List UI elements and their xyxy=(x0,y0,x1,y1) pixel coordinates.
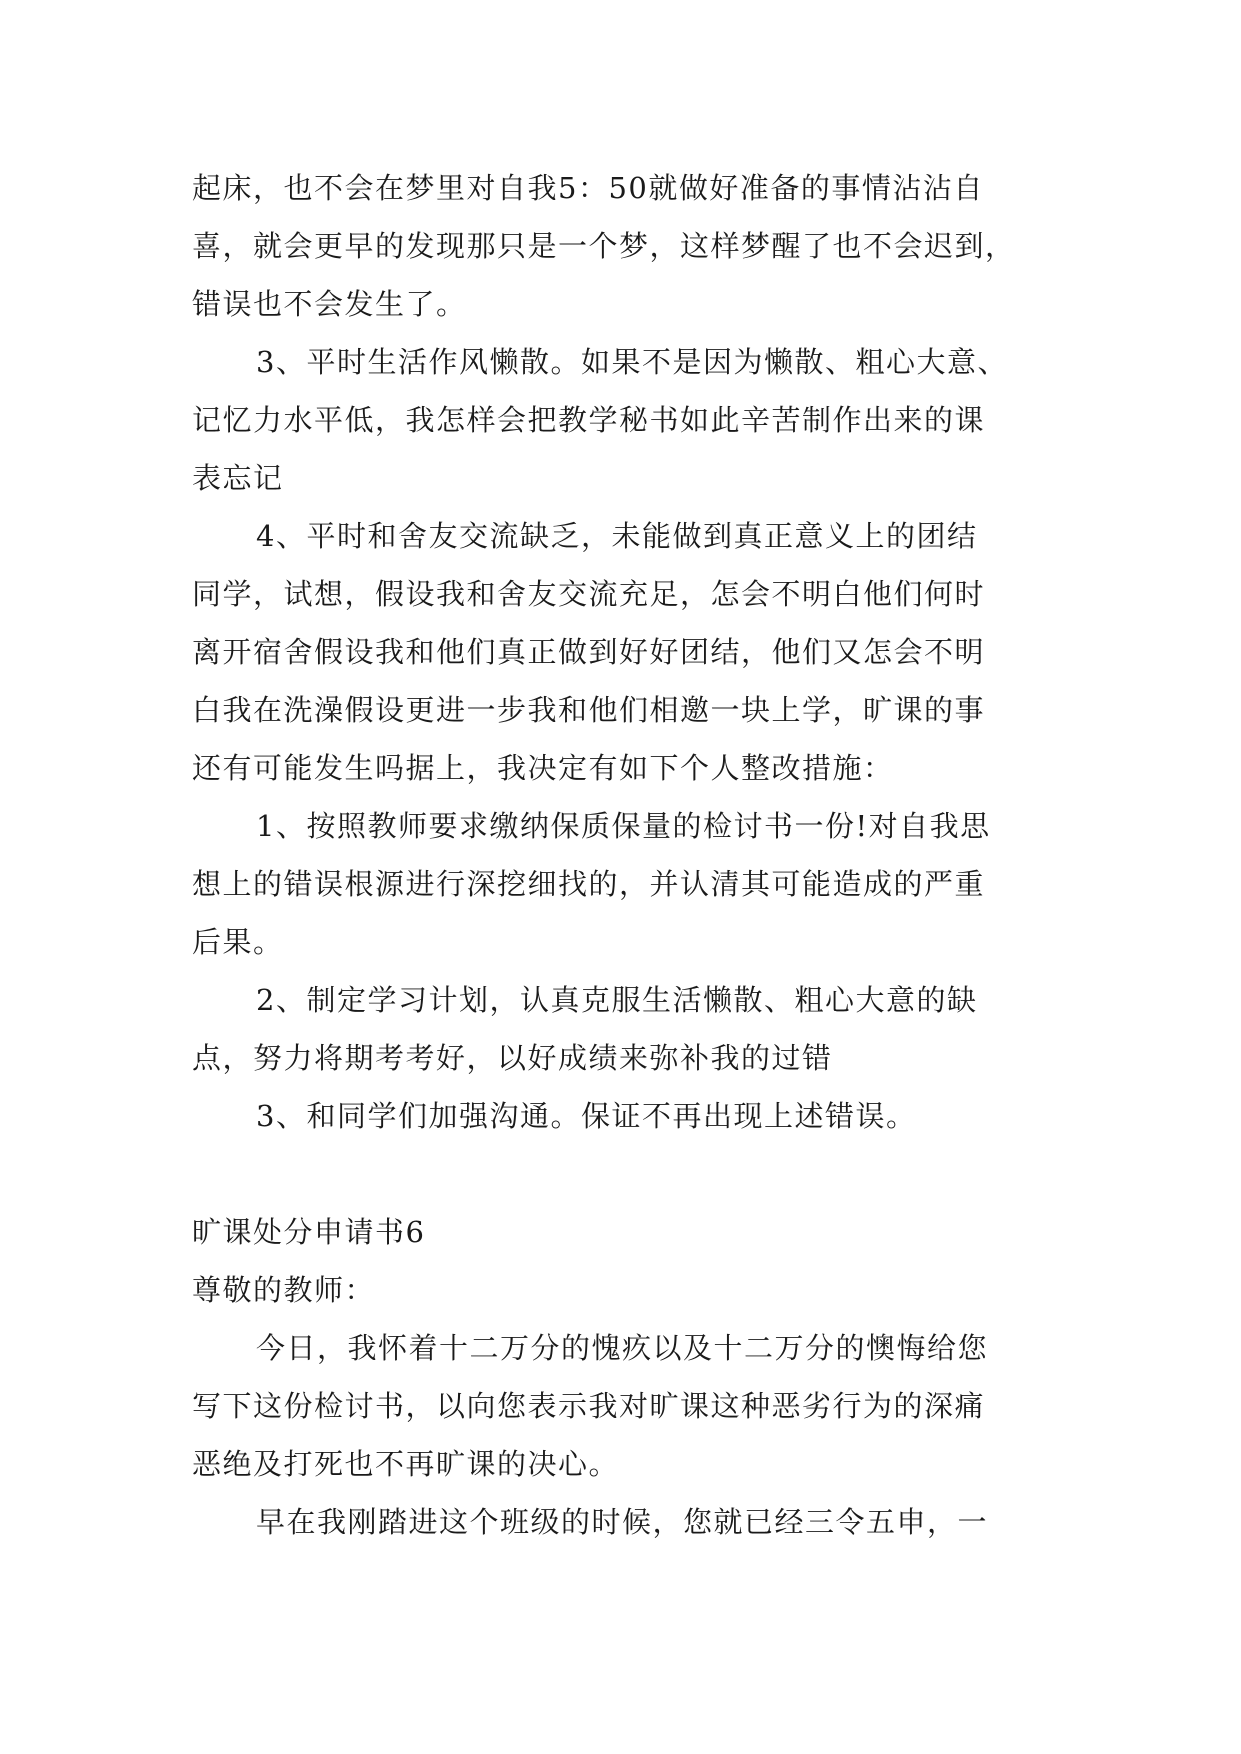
paragraph-line: 表忘记 xyxy=(192,461,284,495)
paragraph-line: 写下这份检讨书，以向您表示我对旷课这种恶劣行为的深痛 xyxy=(192,1389,986,1423)
paragraph-line: 恶绝及打死也不再旷课的决心。 xyxy=(192,1447,620,1481)
paragraph-line: 早在我刚踏进这个班级的时候，您就已经三令五申，一 xyxy=(256,1505,989,1539)
salutation: 尊敬的教师： xyxy=(192,1273,376,1307)
paragraph-line: 离开宿舍假设我和他们真正做到好好团结，他们又怎会不明 xyxy=(192,635,986,669)
paragraph-line: 同学，试想，假设我和舍友交流充足，怎会不明白他们何时 xyxy=(192,577,986,611)
paragraph-line: 3、平时生活作风懒散。如果不是因为懒散、粗心大意、 xyxy=(256,345,1008,379)
paragraph-line: 还有可能发生吗据上，我决定有如下个人整改措施： xyxy=(192,751,894,785)
paragraph-line: 今日，我怀着十二万分的愧疚以及十二万分的懊悔给您 xyxy=(256,1331,989,1365)
section-heading: 旷课处分申请书6 xyxy=(192,1215,426,1249)
paragraph-line: 后果。 xyxy=(192,925,284,959)
paragraph-line: 起床，也不会在梦里对自我5：50就做好准备的事情沾沾自 xyxy=(192,171,984,205)
paragraph-line: 错误也不会发生了。 xyxy=(192,287,467,321)
paragraph-line: 记忆力水平低，我怎样会把教学秘书如此辛苦制作出来的课 xyxy=(192,403,986,437)
paragraph-line: 3、和同学们加强沟通。保证不再出现上述错误。 xyxy=(256,1099,917,1133)
paragraph-line: 2、制定学习计划，认真克服生活懒散、粗心大意的缺 xyxy=(256,983,978,1017)
paragraph-line: 喜，就会更早的发现那只是一个梦，这样梦醒了也不会迟到， xyxy=(192,229,1016,263)
paragraph-line: 1、按照教师要求缴纳保质保量的检讨书一份!对自我思 xyxy=(256,809,991,843)
paragraph-line: 点，努力将期考考好，以好成绩来弥补我的过错 xyxy=(192,1041,833,1075)
paragraph-line: 4、平时和舍友交流缺乏，未能做到真正意义上的团结 xyxy=(256,519,978,553)
paragraph-line: 白我在洗澡假设更进一步我和他们相邀一块上学，旷课的事 xyxy=(192,693,986,727)
paragraph-line: 想上的错误根源进行深挖细找的，并认清其可能造成的严重 xyxy=(192,867,986,901)
